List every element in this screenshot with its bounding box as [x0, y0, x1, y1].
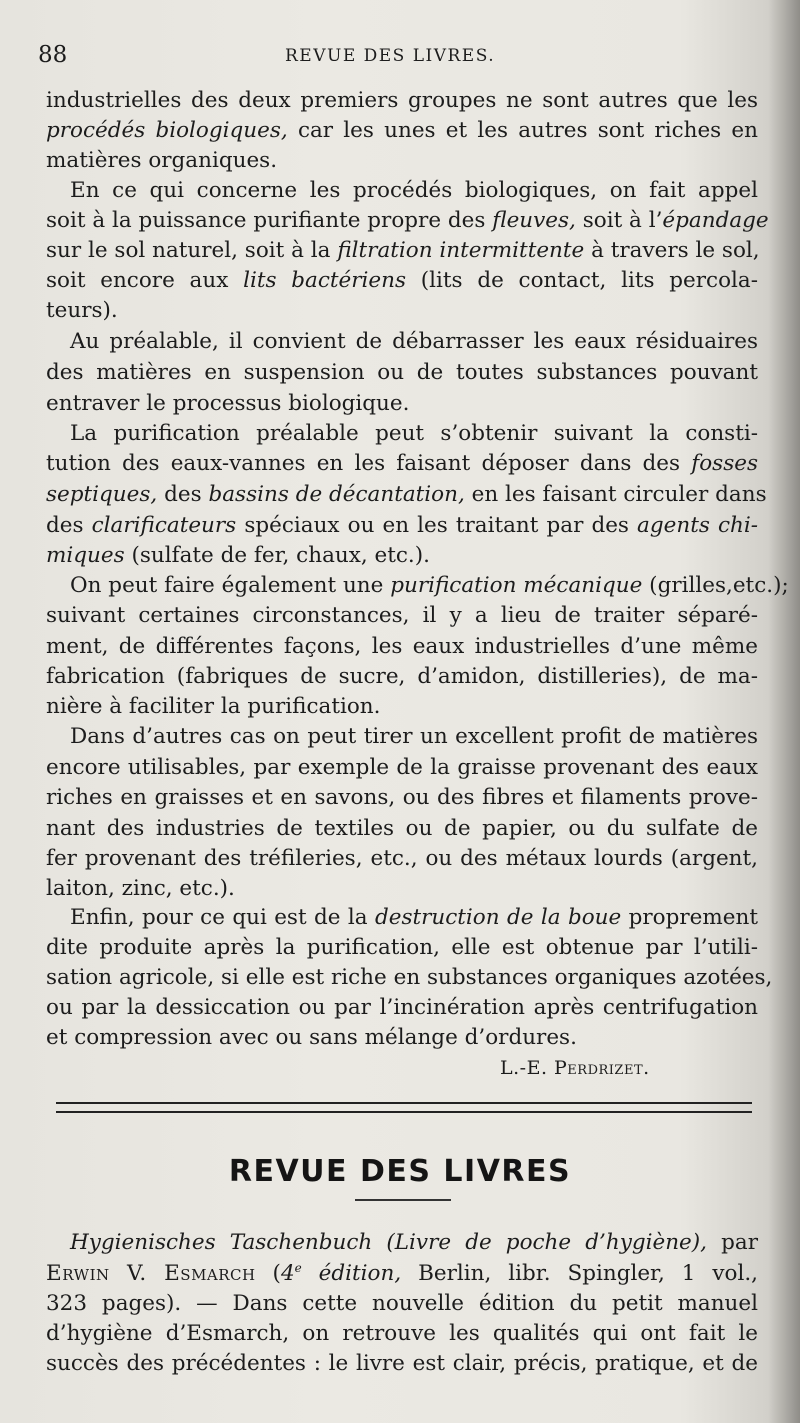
- text-line: [46, 1023, 758, 1053]
- text-segment: 4: [280, 1261, 295, 1286]
- text-segment: filtration intermittente: [337, 238, 585, 263]
- text-line: [46, 963, 773, 993]
- author-signature: L.-E. Perdrizet.: [500, 1057, 650, 1079]
- text-segment: Berlin, libr. Spingler, 1 vol.,: [401, 1261, 758, 1286]
- text-segment: clarificateurs: [91, 513, 237, 538]
- text-line: [46, 541, 758, 571]
- text-segment: en les faisant circuler dans: [464, 482, 767, 507]
- text-line: [46, 662, 758, 692]
- text-segment: encore utilisables, par exemple de la graisse provenant des eaux: [46, 755, 758, 780]
- text-segment: bassins de décantation,: [208, 482, 465, 507]
- text-line: [46, 449, 758, 479]
- text-segment: septiques,: [46, 482, 158, 507]
- text-segment: des: [157, 482, 209, 507]
- text-segment: teurs).: [46, 298, 118, 323]
- text-segment: tution des eaux-vannes en les faisant déposer dans des: [46, 451, 692, 476]
- review-line: [46, 1349, 758, 1379]
- text-line: [46, 783, 758, 813]
- text-segment: miques: [46, 543, 125, 568]
- text-line: [46, 358, 758, 388]
- text-line: [46, 844, 758, 874]
- text-segment: dite produite après la purification, elle est obtenue par l’utili-: [46, 935, 758, 960]
- text-line: [46, 146, 758, 176]
- text-segment: matières organiques.: [46, 148, 278, 173]
- review-line: [46, 1319, 758, 1349]
- text-segment: Erwin V. Esmarch: [46, 1261, 256, 1286]
- text-segment: purification mécanique: [390, 573, 643, 598]
- text-segment: sur le sol naturel, soit à la: [46, 238, 338, 263]
- text-line: [46, 511, 758, 541]
- text-segment: (sulfate de fer, chaux, etc.).: [124, 543, 430, 568]
- running-header: [0, 40, 800, 70]
- text-segment: e: [294, 1260, 302, 1275]
- text-segment: (: [255, 1261, 281, 1286]
- text-line: [46, 933, 758, 963]
- text-line: [46, 266, 758, 296]
- text-segment: des: [46, 513, 92, 538]
- text-segment: spéciaux ou en les traitant par des: [236, 513, 638, 538]
- divider-rule: [56, 1102, 752, 1104]
- text-segment: entraver le processus biologique.: [46, 391, 410, 416]
- text-segment: On peut faire également une: [70, 573, 391, 598]
- text-line: [46, 601, 758, 631]
- text-segment: Hygienisches Taschenbuch (Livre de poche d’hygiène),: [70, 1230, 707, 1255]
- text-line: [70, 176, 758, 206]
- text-segment: ment, de différentes façons, les eaux industrielles d’une même: [46, 634, 758, 659]
- text-segment: agents chi-: [637, 513, 758, 538]
- section-heading: REVUE DES LIVRES: [228, 1154, 572, 1189]
- text-segment: suivant certaines circonstances, il y a lieu de traiter séparé-: [46, 603, 758, 628]
- divider-rule: [56, 1111, 752, 1113]
- text-line: [70, 903, 758, 933]
- heading-underline: [355, 1199, 451, 1201]
- text-line: [46, 206, 769, 236]
- text-segment: fosses: [691, 451, 758, 476]
- text-segment: épandage: [662, 208, 769, 233]
- text-line: [70, 722, 758, 752]
- text-segment: soit encore aux: [46, 268, 244, 293]
- text-segment: par: [707, 1230, 758, 1255]
- text-line: [46, 874, 758, 904]
- text-segment: et compression avec ou sans mélange d’ordures.: [46, 1025, 577, 1050]
- text-segment: destruction de la boue: [374, 905, 622, 930]
- text-segment: La purification préalable peut s’obtenir suivant la consti-: [70, 421, 758, 446]
- text-segment: Dans d’autres cas on peut tirer un excellent profit de matières: [70, 724, 758, 749]
- text-line: [46, 814, 758, 844]
- review-line: [46, 1259, 758, 1289]
- text-segment: des matières en suspension ou de toutes substances pouvant: [46, 360, 758, 385]
- text-segment: riches en graisses et en savons, ou des fibres et filaments prove-: [46, 785, 758, 810]
- text-segment: Enfin, pour ce qui est de la: [70, 905, 375, 930]
- review-line: [70, 1228, 758, 1258]
- text-line: [46, 389, 758, 419]
- text-segment: succès des précédentes : le livre est clair, précis, pratique, et de: [46, 1351, 758, 1376]
- text-line: [46, 753, 758, 783]
- text-line: [46, 480, 767, 510]
- text-segment: fabrication (fabriques de sucre, d’amidon, distilleries), de ma-: [46, 664, 758, 689]
- review-line: [46, 1289, 758, 1319]
- text-segment: [302, 1261, 319, 1286]
- text-segment: industrielles des deux premiers groupes ne sont autres que les: [46, 88, 758, 113]
- running-title: REVUE DES LIVRES.: [285, 46, 496, 66]
- text-segment: proprement: [621, 905, 758, 930]
- text-line: [46, 86, 758, 116]
- text-segment: à travers le sol,: [584, 238, 760, 263]
- text-segment: soit à la puissance purifiante propre des: [46, 208, 493, 233]
- text-line: [46, 116, 758, 146]
- text-segment: fleuves,: [492, 208, 576, 233]
- text-segment: 323 pages). — Dans cette nouvelle édition du petit manuel: [46, 1291, 758, 1316]
- text-line: [70, 327, 758, 357]
- text-segment: nant des industries de textiles ou de papier, ou du sulfate de: [46, 816, 758, 841]
- text-line: [46, 236, 758, 266]
- text-segment: édition,: [318, 1261, 402, 1286]
- page-number: 88: [38, 42, 68, 68]
- text-segment: car les unes et les autres sont riches en: [287, 118, 758, 143]
- text-segment: laiton, zinc, etc.).: [46, 876, 235, 901]
- text-segment: soit à l’: [575, 208, 663, 233]
- text-line: [46, 993, 758, 1023]
- text-segment: nière à faciliter la purification.: [46, 694, 381, 719]
- text-line: [46, 296, 758, 326]
- text-line: [46, 692, 758, 722]
- text-segment: (lits de contact, lits percola-: [406, 268, 758, 293]
- text-segment: procédés biologiques,: [46, 118, 288, 143]
- text-line: [46, 632, 758, 662]
- text-segment: ou par la dessiccation ou par l’incinération après centrifugation: [46, 995, 758, 1020]
- text-segment: d’hygiène d’Esmarch, on retrouve les qualités qui ont fait le: [46, 1321, 758, 1346]
- text-segment: Au préalable, il convient de débarrasser les eaux résiduaires: [70, 329, 758, 354]
- text-segment: fer provenant des tréfileries, etc., ou des métaux lourds (argent,: [46, 846, 758, 871]
- text-line: [70, 419, 758, 449]
- text-segment: (grilles,etc.);: [642, 573, 789, 598]
- text-segment: lits bactériens: [243, 268, 407, 293]
- text-line: [70, 571, 789, 601]
- text-segment: En ce qui concerne les procédés biologiques, on fait appel: [70, 178, 758, 203]
- text-segment: sation agricole, si elle est riche en substances organiques azotées,: [46, 965, 773, 990]
